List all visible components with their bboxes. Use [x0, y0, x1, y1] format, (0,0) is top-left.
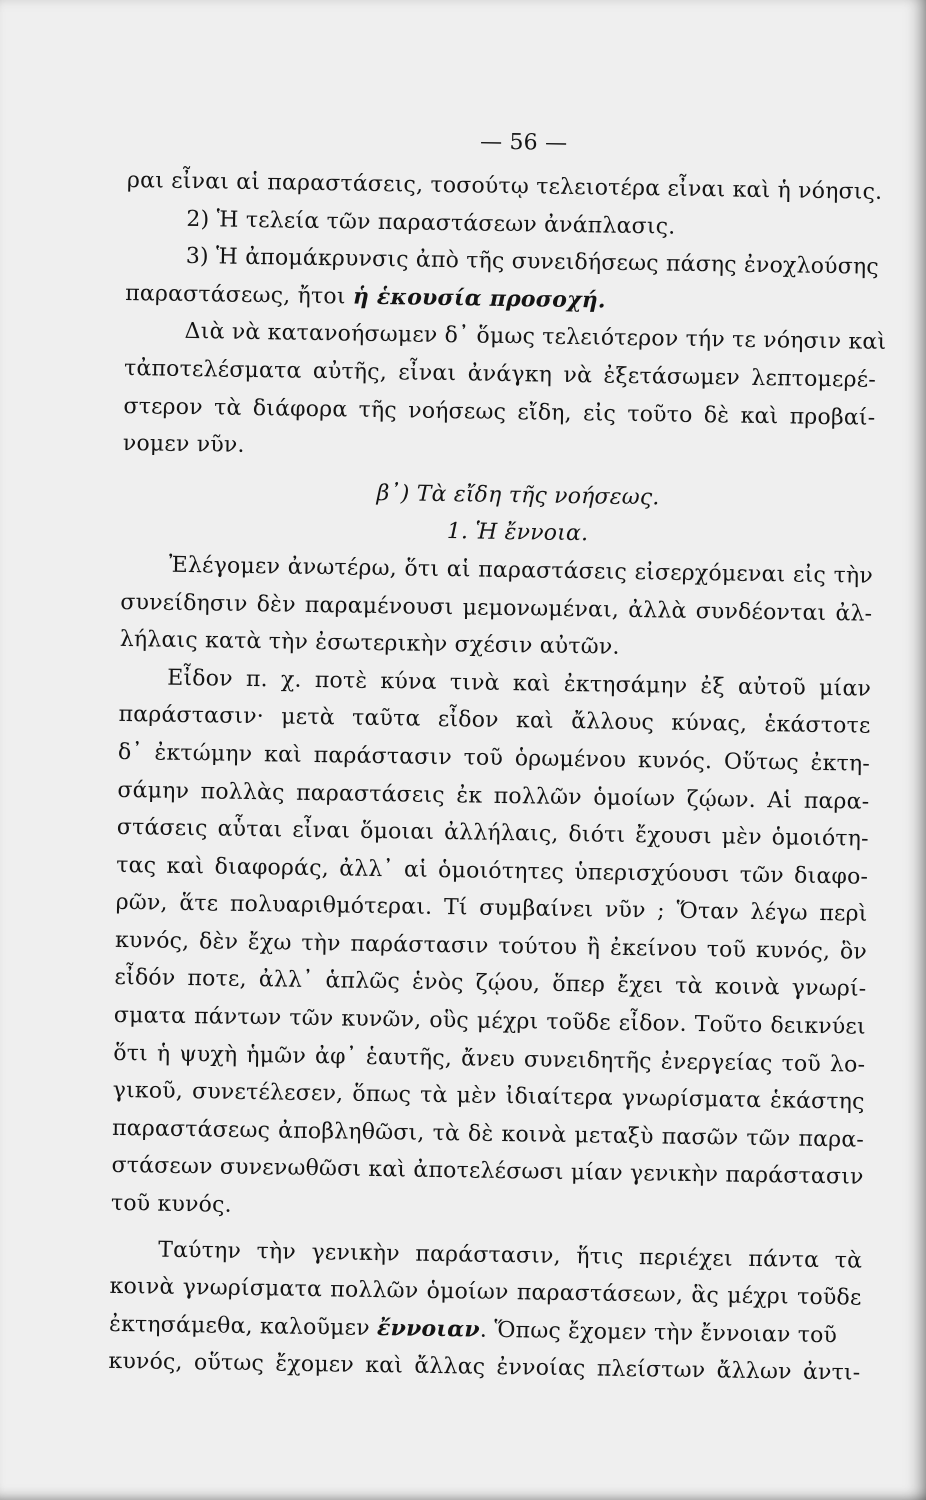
text-line: σάμην πολλὰς παραστάσεις ἐκ πολλῶν ὁμοίων ζῴων. Αἱ παρα- [117, 777, 870, 815]
text-line: γικοῦ, συνετέλεσεν, ὅπως τὰ μὲν ἰδιαίτερα γνωρίσματα ἑκάστης [112, 1078, 865, 1115]
page-text [108, 118, 887, 1393]
text-line: κοινὰ γνωρίσματα πολλῶν ὁμοίων παραστάσεων, ἃς μέχρι τοῦδε [109, 1274, 862, 1311]
text-line: Ἐλέγομεν ἀνωτέρω, ὅτι αἱ παραστάσεις εἰσερχόμεναι εἰς τὴν [168, 552, 874, 589]
text-line: Ταύτην τὴν γενικὴν παράστασιν, ἥτις περιέχει πάντα τὰ [158, 1237, 863, 1274]
text-line: ραι εἶναι αἱ παραστάσεις, τοσούτῳ τελειοτέρα εἶναι καὶ ἡ νόησις. [126, 167, 883, 205]
text-line: στερον τὰ διάφορα τῆς νοήσεως εἴδη, εἰς τοῦτο δὲ καὶ προβαί- [123, 393, 876, 431]
text-line: ρῶν, ἅτε πολυαριθμότεραι. Τί συμβαίνει νῦν ; Ὅταν λέγω περὶ [115, 890, 868, 927]
text-line: κυνός, οὕτως ἔχομεν καὶ ἄλλας ἐννοίας πλείστων ἄλλων ἀντι- [108, 1349, 861, 1387]
text-line: λήλαις κατὰ τὴν ἐσωτερικὴν σχέσιν αὐτῶν. [119, 627, 620, 660]
text-fragment: ἐκτησάμεθα, καλοῦμεν [108, 1311, 371, 1341]
text-line: τἀποτελέσματα αὐτῆς, εἶναι ἀνάγκη νὰ ἐξετάσωμεν λεπτομερέ- [123, 355, 877, 393]
emphasis-text: ἡ ἑκουσία προσοχή. [352, 283, 606, 314]
text-line: Διὰ νὰ κατανοήσωμεν δ᾽ ὅμως τελειότερον τήν τε νόησιν καὶ [184, 319, 887, 356]
emphasis-text: ἔννοιαν [376, 1314, 481, 1343]
page-number: — 56 — [479, 129, 568, 156]
text-line: τας καὶ διαφοράς, ἀλλ᾽ αἱ ὁμοιότητες ὑπερισχύουσι τῶν διαφο- [116, 852, 869, 890]
text-line: εἶδόν ποτε, ἀλλ᾽ ἁπλῶς ἑνὸς ζῴου, ὅπερ ἔχει τὰ κοινὰ γνωρί- [114, 965, 867, 1003]
section-heading: β᾽) Τὰ εἴδη τῆς νοήσεως. [376, 480, 660, 511]
text-line: κυνός, δὲν ἔχω τὴν παράστασιν τούτου ἢ ἐκείνου τοῦ κυνός, ὃν [114, 927, 868, 965]
text-line: στάσεις αὗται εἶναι ὅμοιαι ἀλλήλαις, διότι ἔχουσι μὲν ὁμοιότη- [116, 815, 869, 852]
text-line: παραστάσεως ἀποβληθῶσι, τὰ δὲ κοινὰ μεταξὺ πασῶν τῶν παρα- [111, 1115, 865, 1153]
text-fragment: παραστάσεως, ἤτοι [125, 280, 346, 310]
text-line: παράστασιν· μετὰ ταῦτα εἶδον καὶ ἄλλους κύνας, ἑκάστοτε [118, 702, 871, 740]
text-line: 3) Ἡ ἀπομάκρυνσις ἀπὸ τῆς συνειδήσεως πάσης ἐνοχλούσης [185, 244, 880, 280]
text-line: ὅτι ἡ ψυχὴ ἡμῶν ἀφ᾽ ἑαυτῆς, ἄνευ συνειδητῆς ἐνεργείας τοῦ λο- [113, 1040, 866, 1078]
text-line: στάσεων συνενωθῶσι καὶ ἀποτελέσωσι μίαν γενικὴν παράστασιν [111, 1153, 864, 1191]
text-line: σματα πάντων τῶν κυνῶν, οὓς μέχρι τοῦδε εἶδον. Τοῦτο δεικνύει [113, 1002, 867, 1040]
subsection-heading: 1. Ἡ ἔννοια. [446, 519, 589, 547]
text-line: δ᾽ ἐκτώμην καὶ παράστασιν τοῦ ὁρωμένου κυνός. Οὕτως ἐκτη- [117, 739, 871, 777]
text-fragment: . Ὅπως ἔχομεν τὴν ἔννοιαν τοῦ [479, 1317, 838, 1349]
text-line: νομεν νῦν. [122, 431, 245, 459]
text-line: τοῦ κυνός. [110, 1190, 232, 1218]
text-line: 2) Ἡ τελεία τῶν παραστάσεων ἀνάπλασις. [186, 206, 676, 240]
text-line: συνείδησιν δὲν παραμένουσι μεμονωμέναι, ἀλλὰ συνδέονται ἀλ- [120, 589, 873, 627]
text-line: Εἶδον π. χ. ποτὲ κύνα τινὰ καὶ ἐκτησάμην ἐξ αὐτοῦ μίαν [167, 665, 872, 702]
